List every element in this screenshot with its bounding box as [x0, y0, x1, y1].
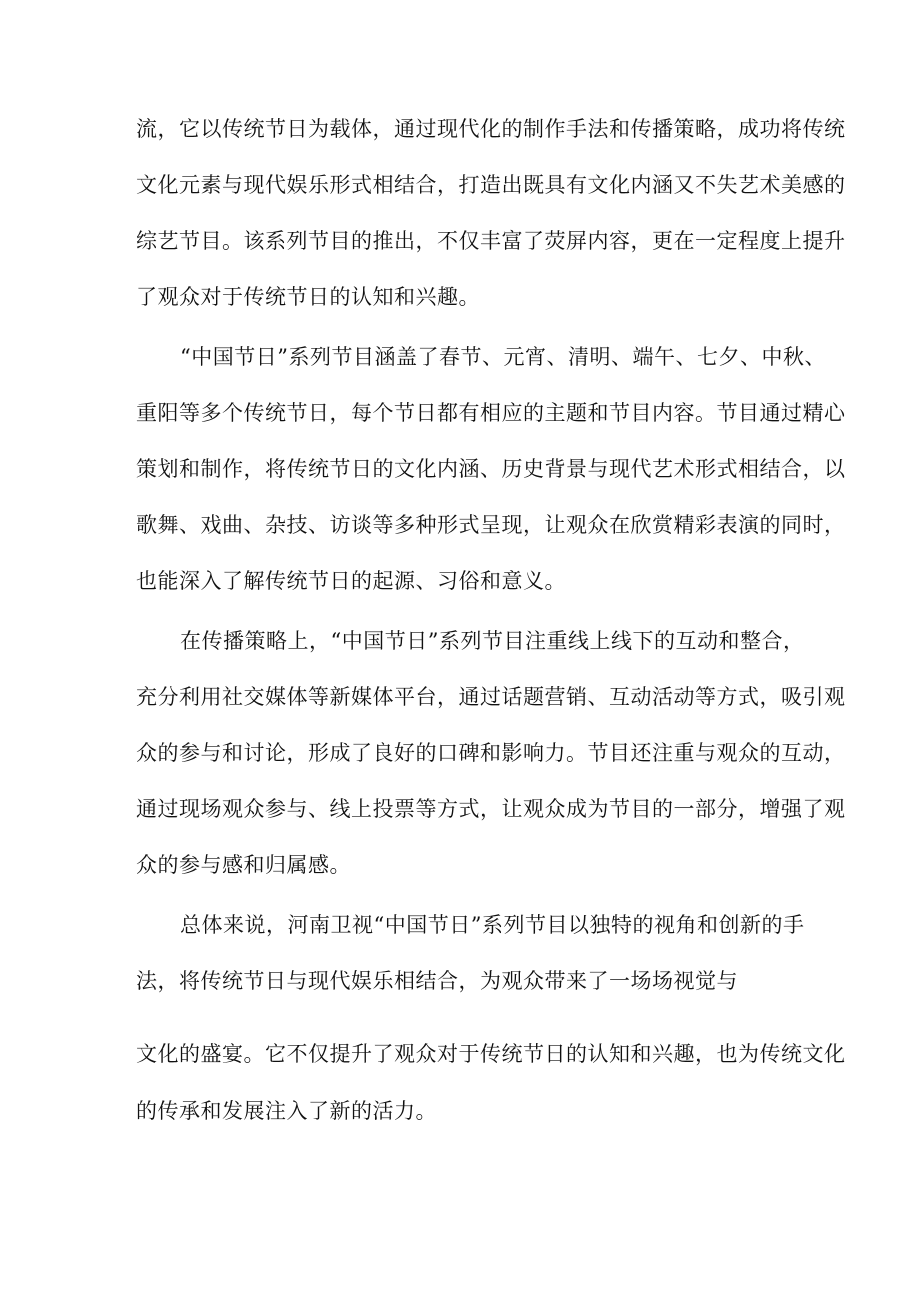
text-line: 充分利用社交媒体等新媒体平台，通过话题营销、互动活动等方式，吸引观: [136, 685, 846, 709]
text-line: 通过现场观众参与、线上投票等方式，让观众成为节目的一部分，增强了观: [136, 797, 846, 821]
text-line: 的传承和发展注入了新的活力。: [136, 1099, 437, 1123]
text-line: 歌舞、戏曲、杂技、访谈等多种形式呈现，让观众在欣赏精彩表演的同时，: [136, 513, 846, 537]
text-line: 综艺节目。该系列节目的推出，不仅丰富了荧屏内容，更在一定程度上提升: [136, 229, 846, 253]
text-line: 策划和制作，将传统节日的文化内涵、历史背景与现代艺术形式相结合，以: [136, 457, 846, 481]
text-line: “中国节日”系列节目涵盖了春节、元宵、清明、端午、七夕、中秋、: [180, 345, 826, 369]
text-line: 重阳等多个传统节日，每个节日都有相应的主题和节目内容。节目通过精心: [136, 401, 846, 425]
text-line: 法，将传统节日与现代娱乐相结合，为观众带来了一场场视觉与: [136, 969, 738, 993]
text-line: 文化的盛宴。它不仅提升了观众对于传统节日的认知和兴趣，也为传统文化: [136, 1042, 846, 1066]
text-line: 众的参与感和归属感。: [136, 853, 351, 877]
text-line: 在传播策略上，“中国节日”系列节目注重线上线下的互动和整合，: [180, 629, 805, 653]
text-line: 流，它以传统节日为载体，通过现代化的制作手法和传播策略，成功将传统: [136, 117, 846, 141]
text-line: 文化元素与现代娱乐形式相结合，打造出既具有文化内涵又不失艺术美感的: [136, 173, 846, 197]
text-line: 了观众对于传统节日的认知和兴趣。: [136, 285, 480, 309]
text-line: 也能深入了解传统节日的起源、习俗和意义。: [136, 569, 566, 593]
text-line: 总体来说，河南卫视“中国节日”系列节目以独特的视角和创新的手: [180, 913, 805, 937]
text-line: 众的参与和讨论，形成了良好的口碑和影响力。节目还注重与观众的互动，: [136, 741, 846, 765]
